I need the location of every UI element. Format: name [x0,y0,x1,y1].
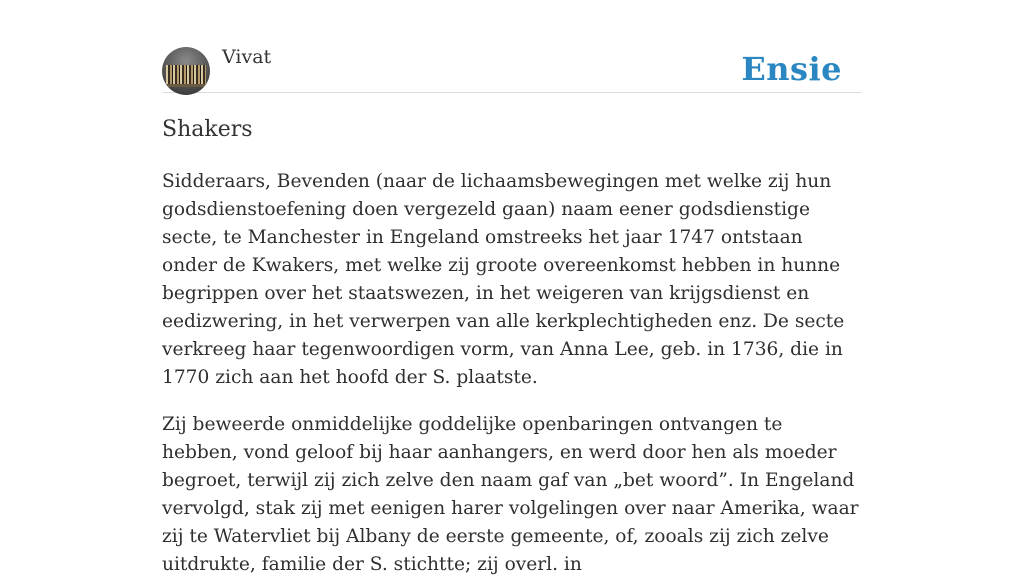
bookshelf-image [166,65,206,85]
site-logo[interactable]: Ensie [741,50,842,88]
author-name[interactable]: Vivat [222,46,272,68]
shelf-line [162,84,210,87]
article-paragraph-1: Sidderaars, Bevenden (naar de lichaamsbewegingen met welke zij hun godsdienstoefening doen vergezeld gaan) naam eener godsdienstige secte, te Manchester in Engeland omstreeks het jaar 1747 ontstaan onder de Kwakers, met welke zij groote overeenkomst hebben in hunne begrippen over het staatswezen, in het weigeren van krijgsdienst en eedizwering, in het verwerpen van alle kerkplechtigheden enz. De secte verkreeg haar tegenwoordigen vorm, van Anna Lee, geb. in 1736, die in 1770 zich aan het hoofd der S. plaatste. [162,171,845,388]
article-container [162,0,862,579]
author-avatar[interactable] [162,47,210,95]
article-paragraph-2: Zij beweerde onmiddelijke goddelijke openbaringen ontvangen te hebben, vond geloof bij haar aanhangers, en werd door hen als moeder begroet, terwijl zij zich zelve den naam gaf van „bet woord”. In Engeland vervolgd, stak zij met eenigen harer volgelingen over naar Amerika, waar zij te Watervliet bij Albany de eerste gemeente, of, zooals zij zich zelve uitdrukte, familie der S. stichtte; zij overl. in [162,414,859,575]
article-header [162,0,862,93]
article-title: Shakers [162,117,253,142]
